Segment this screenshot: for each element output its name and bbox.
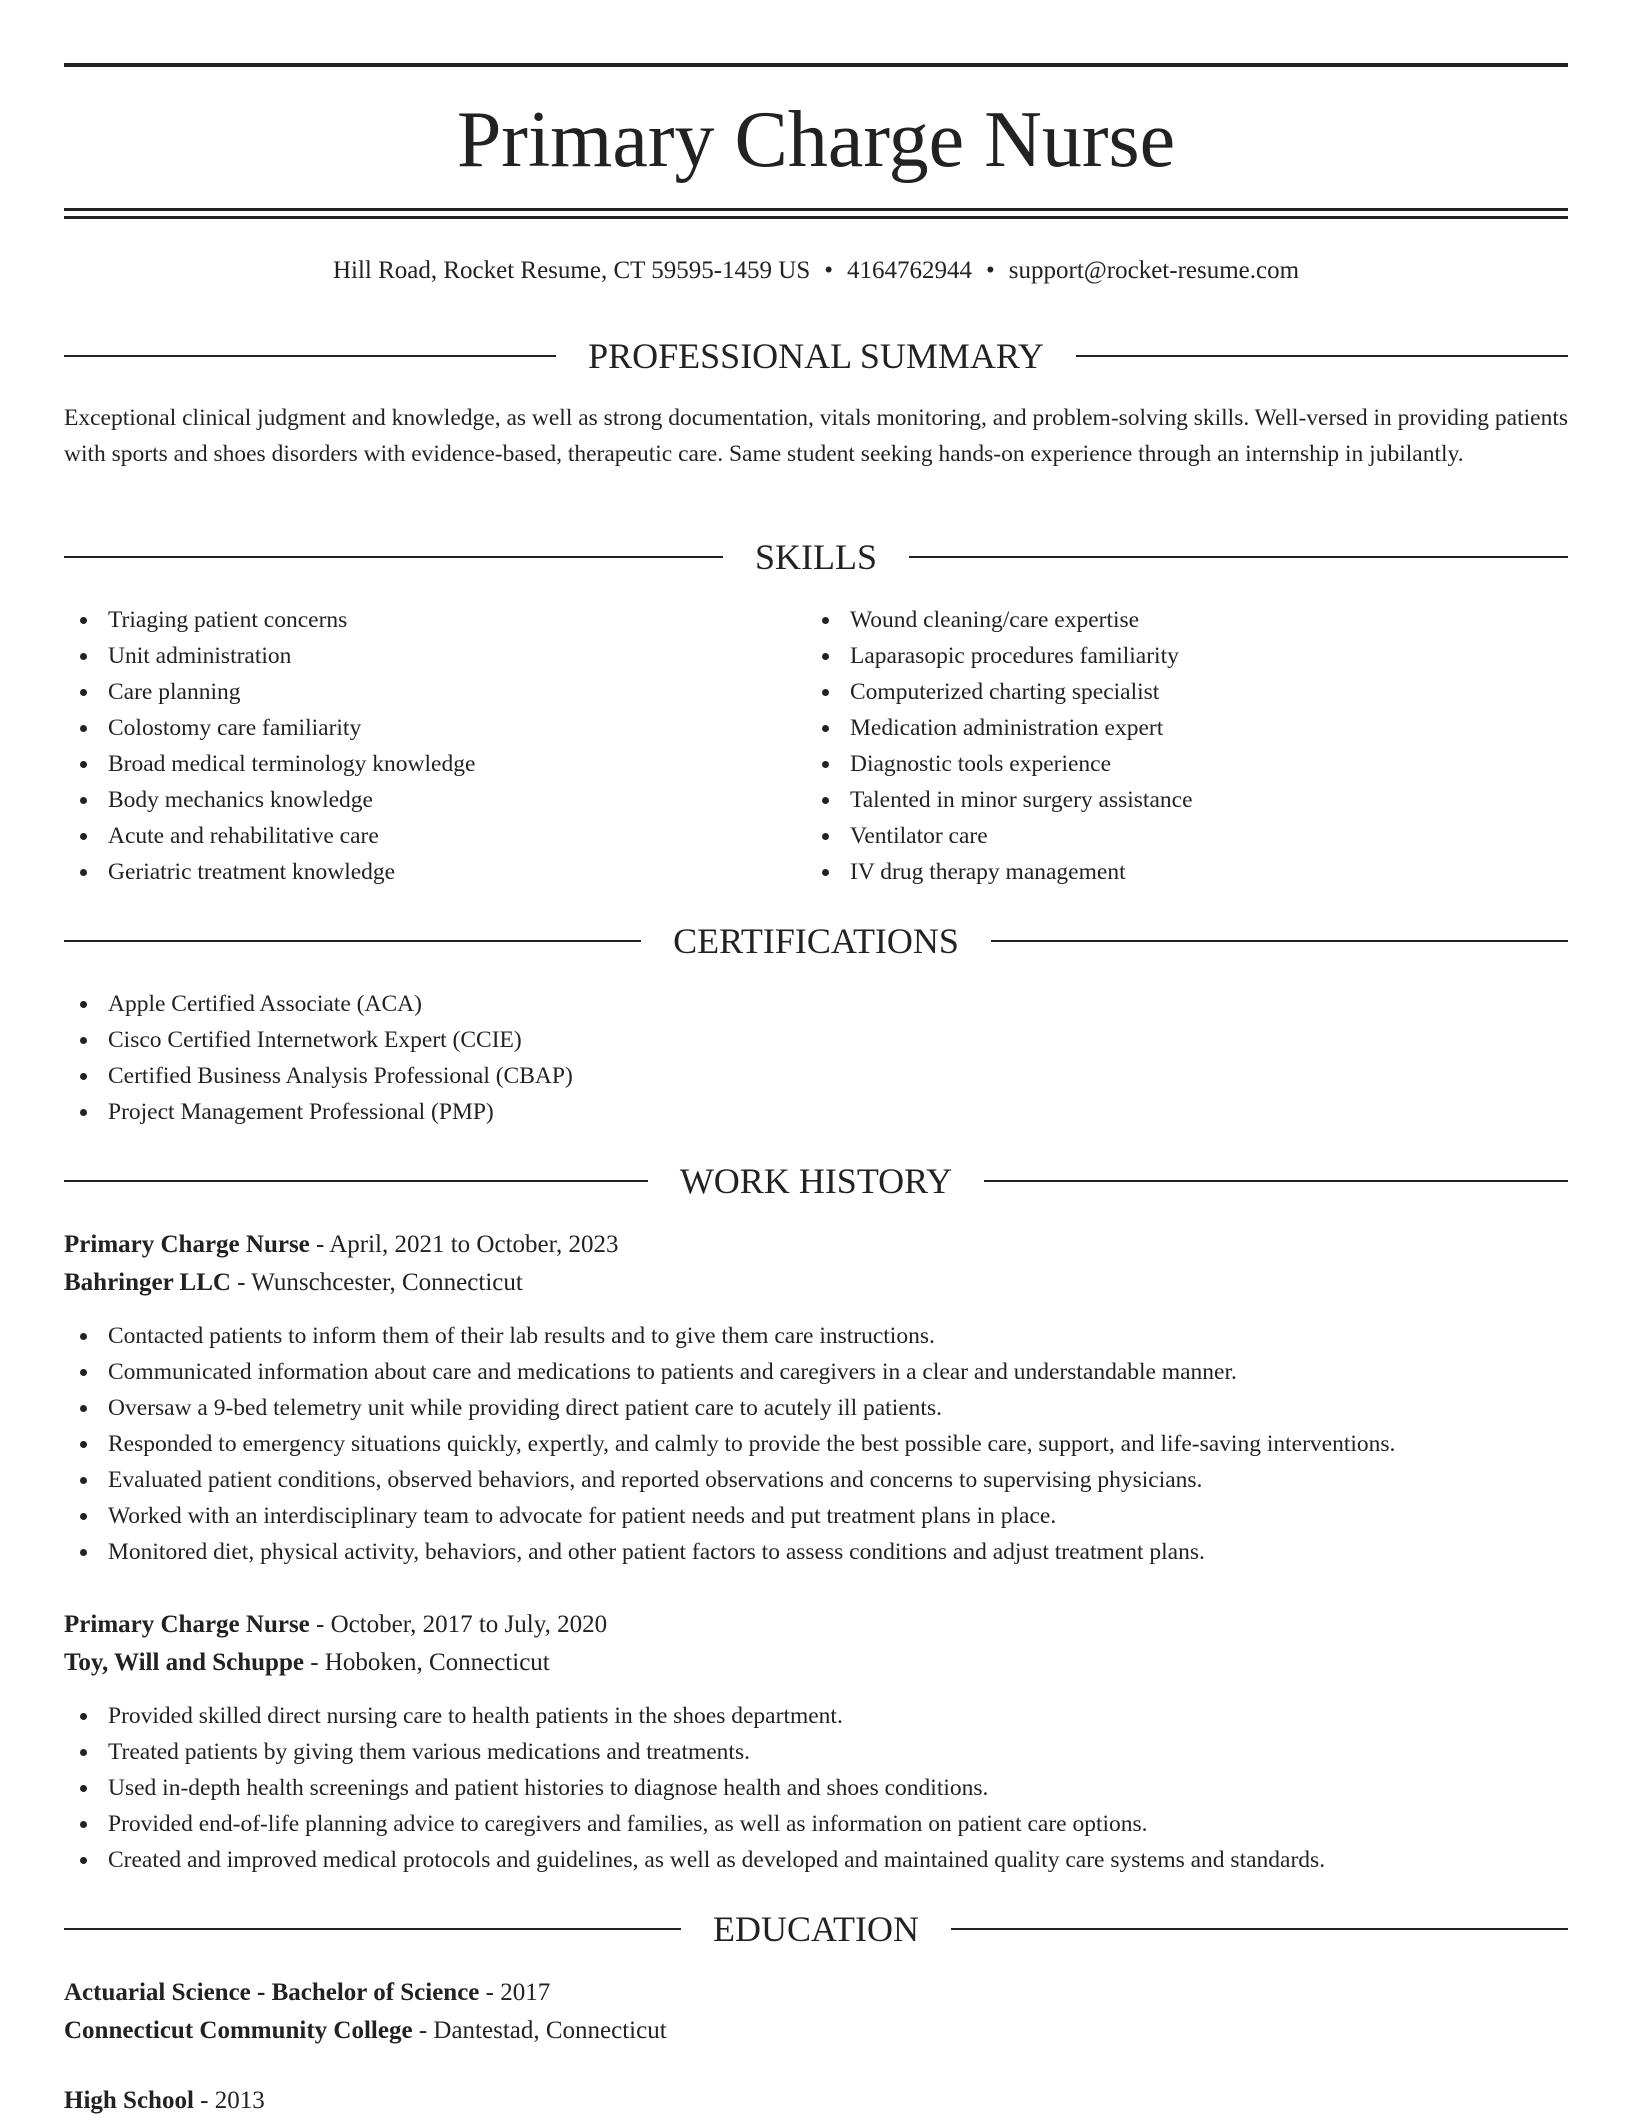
heading-rule — [64, 355, 556, 357]
job-bullet: Worked with an interdisciplinary team to advocate for patient needs and put treatment plans in place. — [64, 1498, 1568, 1534]
contact-separator: • — [824, 257, 833, 284]
heading-rule — [64, 940, 641, 942]
resume-name: Primary Charge Nurse — [456, 96, 1176, 184]
skill-item: Care planning — [64, 674, 764, 710]
skill-item: Unit administration — [64, 638, 764, 674]
section-heading-skills — [64, 535, 1568, 579]
job-bullet: Oversaw a 9-bed telemetry unit while providing direct patient care to acutely ill patients. — [64, 1390, 1568, 1426]
skill-item: Geriatric treatment knowledge — [64, 854, 764, 890]
heading-rule — [1076, 355, 1568, 357]
education-school: Connecticut Community College — [64, 2017, 413, 2044]
section-heading-label: WORK HISTORY — [679, 1161, 953, 1201]
skill-item: IV drug therapy management — [806, 854, 1506, 890]
heading-rule — [991, 940, 1568, 942]
certifications-list — [64, 986, 1568, 1130]
education-degree: High School — [64, 2087, 194, 2114]
section-heading-label: SKILLS — [755, 537, 878, 577]
job-bullet: Communicated information about care and medications to patients and caregivers in a clear and understandable manner. — [64, 1354, 1568, 1390]
job-title-line — [64, 1606, 1568, 1644]
section-heading-label: PROFESSIONAL SUMMARY — [588, 336, 1044, 376]
skill-item: Medication administration expert — [806, 710, 1506, 746]
section-heading-label: CERTIFICATIONS — [673, 921, 959, 961]
skill-item: Talented in minor surgery assistance — [806, 782, 1506, 818]
section-heading-summary — [64, 334, 1568, 378]
certification-item: Project Management Professional (PMP) — [64, 1094, 1568, 1130]
job-entry — [64, 1606, 1568, 1878]
job-title: Primary Charge Nurse — [64, 1231, 310, 1258]
education-degree-line — [64, 1974, 1568, 2012]
education-year: - 2017 — [479, 1979, 551, 2006]
heading-rule — [64, 556, 723, 558]
job-location: - Hoboken, Connecticut — [303, 1649, 550, 1676]
skill-item: Ventilator care — [806, 818, 1506, 854]
job-company-line — [64, 1644, 1568, 1682]
job-bullet: Created and improved medical protocols and guidelines, as well as developed and maintained quality care systems and standards. — [64, 1842, 1568, 1878]
certification-item: Cisco Certified Internetwork Expert (CCIE) — [64, 1022, 1568, 1058]
job-company: Toy, Will and Schuppe — [64, 1649, 304, 1676]
summary-paragraph: Exceptional clinical judgment and knowledge, as well as strong documentation, vitals monitoring, and problem-solving skills. Well-versed in providing patients with sports and shoes disorders with evidence-based, therapeutic care. Same student seeking hands-on experience through an internship in jubilantly. — [64, 405, 1568, 467]
contact-separator: • — [986, 257, 995, 284]
skill-item: Computerized charting specialist — [806, 674, 1506, 710]
section-heading-label: EDUCATION — [713, 1909, 919, 1949]
section-heading-education — [64, 1907, 1568, 1951]
certification-item: Apple Certified Associate (ACA) — [64, 986, 1568, 1022]
contact-phone: 4164762944 — [847, 257, 972, 284]
job-company-line — [64, 1264, 1568, 1302]
job-bullet: Provided skilled direct nursing care to health patients in the shoes department. — [64, 1698, 1568, 1734]
contact-email: support@rocket-resume.com — [1008, 257, 1300, 284]
education-degree-line — [64, 2082, 1568, 2120]
certification-item: Certified Business Analysis Professional (CBAP) — [64, 1058, 1568, 1094]
job-bullet: Monitored diet, physical activity, behaviors, and other patient factors to assess conditions and adjust treatment plans. — [64, 1534, 1568, 1570]
skill-item: Broad medical terminology knowledge — [64, 746, 764, 782]
job-bullets — [64, 1318, 1568, 1570]
job-bullet: Treated patients by giving them various medications and treatments. — [64, 1734, 1568, 1770]
contact-line — [64, 254, 1568, 288]
job-bullet: Contacted patients to inform them of their lab results and to give them care instructions. — [64, 1318, 1568, 1354]
header-double-rule-lower — [64, 216, 1568, 219]
heading-rule — [909, 556, 1568, 558]
skill-item: Body mechanics knowledge — [64, 782, 764, 818]
skill-item: Diagnostic tools experience — [806, 746, 1506, 782]
skill-item: Laparasopic procedures familiarity — [806, 638, 1506, 674]
skill-item: Triaging patient concerns — [64, 602, 764, 638]
education-entry — [64, 2082, 1568, 2120]
contact-address: Hill Road, Rocket Resume, CT 59595-1459 US — [332, 257, 811, 284]
job-bullet: Responded to emergency situations quickly, expertly, and calmly to provide the best possible care, support, and life-saving interventions. — [64, 1426, 1568, 1462]
job-title: Primary Charge Nurse — [64, 1611, 310, 1638]
heading-rule — [951, 1928, 1568, 1930]
section-heading-certifications — [64, 919, 1568, 963]
job-bullets — [64, 1698, 1568, 1878]
job-bullet: Provided end-of-life planning advice to caregivers and families, as well as information on patient care options. — [64, 1806, 1568, 1842]
header-double-rule-upper — [64, 208, 1568, 211]
heading-rule — [64, 1928, 681, 1930]
job-bullet: Used in-depth health screenings and patient histories to diagnose health and shoes conditions. — [64, 1770, 1568, 1806]
education-year: - 2013 — [193, 2087, 265, 2114]
skill-item: Wound cleaning/care expertise — [806, 602, 1506, 638]
heading-rule — [64, 1180, 648, 1182]
education-entry — [64, 1974, 1568, 2050]
heading-rule — [984, 1180, 1568, 1182]
skill-item: Acute and rehabilitative care — [64, 818, 764, 854]
job-title-line — [64, 1226, 1568, 1264]
job-entry — [64, 1226, 1568, 1570]
job-company: Bahringer LLC — [64, 1269, 231, 1296]
education-degree: Actuarial Science - Bachelor of Science — [64, 1979, 480, 2006]
skills-column-right — [806, 602, 1506, 890]
job-dates: - April, 2021 to October, 2023 — [309, 1231, 619, 1258]
skill-item: Colostomy care familiarity — [64, 710, 764, 746]
education-school-line — [64, 2012, 1568, 2050]
skills-column-left — [64, 602, 764, 890]
section-heading-work-history — [64, 1159, 1568, 1203]
job-location: - Wunschcester, Connecticut — [230, 1269, 523, 1296]
education-location: - Dantestad, Connecticut — [412, 2017, 667, 2044]
job-dates: - October, 2017 to July, 2020 — [309, 1611, 608, 1638]
job-bullet: Evaluated patient conditions, observed behaviors, and reported observations and concerns to supervising physicians. — [64, 1462, 1568, 1498]
header-top-rule — [64, 63, 1568, 67]
